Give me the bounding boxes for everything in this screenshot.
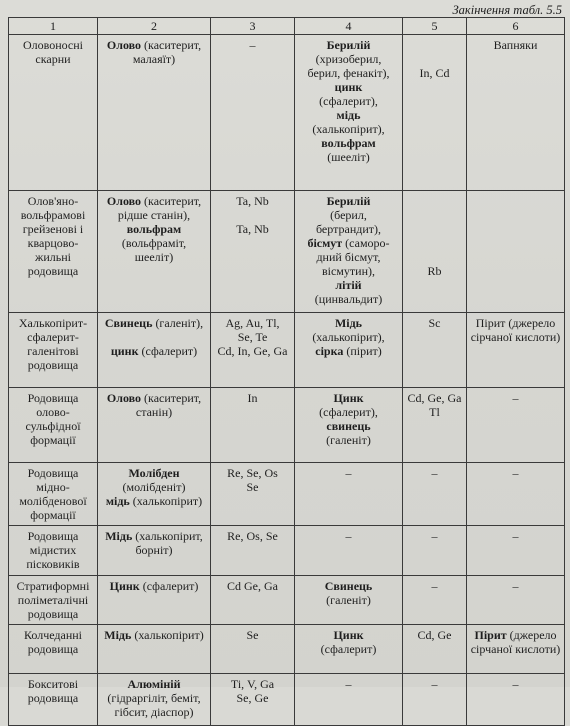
cell-line: сірчаної кислоти) — [470, 330, 561, 344]
cell-line — [298, 405, 399, 419]
cell-col-1 — [9, 576, 98, 625]
header-col-2: 2 — [98, 18, 211, 35]
cell-line: формації — [30, 508, 76, 522]
cell-line — [298, 94, 399, 108]
cell-col-4 — [295, 191, 403, 313]
cell-line — [101, 405, 207, 419]
cell-col-2 — [98, 313, 211, 388]
cell-line — [101, 494, 207, 508]
cell-col-2 — [98, 625, 211, 674]
cell-col-2 — [98, 35, 211, 191]
cell-line: – — [431, 579, 438, 593]
mineral-text: вісмутин), — [321, 264, 375, 278]
cell-line — [101, 691, 207, 705]
cell-col-5 — [403, 674, 467, 726]
cell-line: Cd, Ge, Ga — [407, 391, 462, 405]
cell-col-5 — [403, 313, 467, 388]
cell-line: кварцово- — [27, 236, 79, 250]
table-caption: Закінчення табл. 5.5 — [452, 3, 562, 17]
cell-col-1 — [9, 191, 98, 313]
cell-col-5 — [403, 388, 467, 463]
mineral-text: рідше станін), — [117, 208, 191, 222]
cell-line: поліметалічні — [17, 593, 89, 607]
cell-line — [101, 222, 207, 236]
cell-line — [298, 236, 399, 250]
cell-line: Se — [246, 628, 259, 642]
cell-col-5 — [403, 191, 467, 313]
cell-col-1 — [9, 625, 98, 674]
mineral-text: – — [345, 677, 352, 691]
cell-col-2 — [98, 191, 211, 313]
cell-line: Колчеданні — [23, 628, 83, 642]
element-name: вольфрам — [126, 222, 182, 236]
mineral-text: (шееліт) — [327, 150, 370, 164]
cell-line: Cd Ge, Ga — [227, 579, 278, 593]
cell-col-4 — [295, 35, 403, 191]
element-name: цинк — [334, 80, 363, 94]
cell-col-3 — [211, 191, 295, 313]
cell-line: Бокситові — [27, 677, 79, 691]
cell-line: Родовища — [27, 466, 79, 480]
cell-line: родовища — [27, 607, 79, 621]
mineral-text: (каситерит, — [141, 391, 202, 405]
cell-col-2 — [98, 576, 211, 625]
cell-line — [101, 38, 207, 52]
cell-line: Пірит (джерело — [474, 628, 557, 642]
cell-line: Tl — [429, 405, 440, 419]
cell-line: Se — [246, 480, 259, 494]
table-row — [9, 576, 565, 625]
element-name: Берилій — [326, 194, 371, 208]
cell-line: – — [431, 466, 438, 480]
table-row — [9, 463, 565, 526]
cell-line: родовища — [27, 358, 79, 372]
cell-col-2 — [98, 674, 211, 726]
cell-col-6 — [467, 35, 565, 191]
cell-line: Se, Te — [237, 330, 268, 344]
mineral-text: (сфалерит), — [319, 405, 378, 419]
cell-col-2 — [98, 388, 211, 463]
cell-line — [101, 705, 207, 719]
cell-line — [298, 316, 399, 344]
cell-col-5 — [403, 576, 467, 625]
cell-col-2 — [98, 463, 211, 526]
mineral-text: (пірит) — [343, 344, 382, 358]
cell-line — [101, 316, 207, 330]
cell-line: Халькопірит- — [18, 316, 88, 330]
mineral-text: дний бісмут, — [316, 250, 381, 264]
element-name: свинець — [326, 419, 371, 433]
element-name: Цинк — [109, 579, 140, 593]
cell-line — [214, 208, 291, 222]
cell-line: Se, Ge — [236, 691, 269, 705]
table-row — [9, 388, 565, 463]
cell-line: Оловоносні — [22, 38, 84, 52]
element-name: Олово — [106, 38, 142, 52]
cell-line: вольфрамові — [20, 208, 86, 222]
mineral-text: (каситерит, — [141, 194, 202, 208]
cell-line: Ta, Nb — [236, 222, 269, 236]
cell-line — [298, 292, 399, 306]
cell-line — [406, 194, 463, 208]
element-name: бісмут — [307, 236, 343, 250]
cell-line: Rb — [427, 264, 442, 278]
mineral-text: (халькопірит, — [132, 529, 203, 543]
cell-col-5 — [403, 625, 467, 674]
cell-line: Родовища — [27, 529, 79, 543]
cell-col-3 — [211, 674, 295, 726]
cell-line — [101, 543, 207, 557]
mineral-text: (халькопірит), — [312, 330, 385, 344]
cell-line — [101, 344, 207, 358]
cell-col-4 — [295, 463, 403, 526]
element-name: вольфрам — [321, 136, 376, 150]
element-name: мідь — [105, 494, 130, 508]
element-name: Пірит — [474, 628, 507, 642]
mineral-text: (галеніт) — [326, 593, 371, 607]
cell-line: Ta, Nb — [236, 194, 269, 208]
mineral-text: (сфалерит) — [139, 579, 199, 593]
table-row — [9, 526, 565, 576]
cell-col-6 — [467, 463, 565, 526]
cell-col-1 — [9, 526, 98, 576]
cell-line: Ti, V, Ga — [230, 677, 275, 691]
table-row — [9, 313, 565, 388]
cell-line — [298, 642, 399, 656]
cell-col-3 — [211, 313, 295, 388]
cell-line: сульфідної — [25, 419, 81, 433]
cell-line — [101, 480, 207, 494]
cell-line: – — [431, 529, 438, 543]
cell-col-3 — [211, 625, 295, 674]
cell-line — [101, 391, 207, 405]
mineral-text: (цинвальдит) — [314, 292, 383, 306]
cell-line — [298, 529, 399, 543]
element-name: Свинець — [104, 316, 153, 330]
cell-line — [298, 419, 399, 433]
cell-line: Пірит (джерело — [475, 316, 556, 330]
cell-line — [298, 628, 399, 642]
table-body — [9, 35, 565, 726]
cell-line: – — [249, 38, 256, 52]
header-col-5: 5 — [403, 18, 467, 35]
cell-line: Re, Os, Se — [227, 529, 278, 543]
cell-line: скарни — [35, 52, 71, 66]
mineral-text: (галеніт) — [326, 433, 371, 447]
cell-line — [298, 80, 399, 94]
cell-line — [101, 628, 207, 642]
cell-line: грейзенові і — [22, 222, 84, 236]
cell-line — [101, 677, 207, 691]
cell-line — [298, 194, 399, 208]
cell-line — [298, 466, 399, 480]
cell-line — [101, 579, 207, 593]
cell-col-1 — [9, 674, 98, 726]
ore-deposits-table — [8, 17, 565, 726]
element-name: мідь — [336, 108, 361, 122]
cell-line: Re, Se, Os — [227, 466, 278, 480]
cell-line — [406, 222, 463, 236]
element-name: Олово — [106, 391, 142, 405]
cell-line: галенітові — [27, 344, 79, 358]
table-row — [9, 191, 565, 313]
cell-col-3 — [211, 463, 295, 526]
cell-line — [298, 593, 399, 607]
cell-line — [298, 52, 399, 66]
cell-line: родовища — [27, 691, 79, 705]
cell-line: – — [512, 529, 519, 543]
mineral-text: берил, фенакіт), — [307, 66, 390, 80]
cell-line — [298, 122, 399, 136]
cell-line — [298, 677, 399, 691]
cell-line — [298, 208, 399, 222]
cell-col-6 — [467, 191, 565, 313]
mineral-text: станін) — [135, 405, 173, 419]
cell-line: In, Cd — [419, 66, 450, 80]
mineral-text: (молібденіт) — [122, 480, 186, 494]
cell-col-4 — [295, 388, 403, 463]
cell-line — [298, 391, 399, 405]
cell-col-4 — [295, 625, 403, 674]
cell-line: мідно- — [36, 480, 70, 494]
cell-line: – — [431, 677, 438, 691]
cell-line — [101, 466, 207, 480]
mineral-text: (хризоберил, — [315, 52, 382, 66]
mineral-text: – — [345, 466, 352, 480]
cell-line — [101, 330, 207, 344]
cell-col-1 — [9, 388, 98, 463]
cell-line: Ag, Au, Tl, — [225, 316, 280, 330]
cell-col-2 — [98, 526, 211, 576]
element-name: Цинк — [333, 628, 364, 642]
cell-col-5 — [403, 463, 467, 526]
element-name: Олово — [106, 194, 142, 208]
cell-line — [298, 278, 399, 292]
cell-line — [101, 208, 207, 222]
cell-line — [298, 136, 399, 150]
table-row — [9, 625, 565, 674]
mineral-text: (сфалерит) — [320, 642, 377, 656]
cell-line — [298, 579, 399, 593]
cell-col-3 — [211, 388, 295, 463]
cell-line: родовища — [27, 264, 79, 278]
element-name: Цинк — [333, 391, 364, 405]
mineral-text: (саморо- — [342, 236, 390, 250]
cell-line: олово- — [36, 405, 70, 419]
cell-line — [298, 264, 399, 278]
cell-col-5 — [403, 526, 467, 576]
cell-line — [298, 38, 399, 52]
cell-line: – — [512, 579, 519, 593]
cell-line: – — [512, 677, 519, 691]
mineral-text: бертрандит), — [315, 222, 382, 236]
header-col-1: 1 — [9, 18, 98, 35]
cell-col-4 — [295, 576, 403, 625]
cell-line — [101, 236, 207, 250]
cell-col-6 — [467, 625, 565, 674]
cell-line: сірчаної кислоти) — [470, 642, 561, 656]
mineral-text: малаяїт) — [132, 52, 176, 66]
header-col-3: 3 — [211, 18, 295, 35]
header-row — [9, 18, 565, 35]
cell-line: Cd, In, Ge, Ga — [217, 344, 288, 358]
mineral-text: (халькопірит) — [129, 494, 203, 508]
element-name: Мідь — [105, 529, 133, 543]
element-name: Алюміній — [127, 677, 181, 691]
header-col-6: 6 — [467, 18, 565, 35]
cell-col-6 — [467, 576, 565, 625]
mineral-text: (халькопірит) — [131, 628, 204, 642]
cell-line — [298, 222, 399, 236]
cell-line — [298, 108, 399, 122]
cell-line: родовища — [27, 642, 79, 656]
cell-line: формації — [30, 433, 76, 447]
element-name: літій — [335, 278, 362, 292]
mineral-text: борніт) — [135, 543, 173, 557]
cell-line — [298, 250, 399, 264]
cell-line: Вапняки — [493, 38, 538, 52]
mineral-text: (сфалерит) — [138, 344, 198, 358]
mineral-text: шееліт) — [134, 250, 174, 264]
cell-line — [298, 66, 399, 80]
element-name: Молібден — [128, 466, 180, 480]
cell-col-6 — [467, 313, 565, 388]
element-name: Берилій — [326, 38, 371, 52]
header-col-4: 4 — [295, 18, 403, 35]
mineral-text: – — [345, 529, 352, 543]
cell-line: молібденової — [19, 494, 87, 508]
cell-col-4 — [295, 674, 403, 726]
mineral-text: (галеніт), — [152, 316, 204, 330]
cell-line: сфалерит- — [27, 330, 79, 344]
cell-line — [101, 250, 207, 264]
cell-col-4 — [295, 313, 403, 388]
cell-col-5 — [403, 35, 467, 191]
table-row — [9, 674, 565, 726]
mineral-text: (гідраргіліт, беміт, — [107, 691, 201, 705]
cell-line: пісковиків — [26, 557, 80, 571]
cell-col-6 — [467, 388, 565, 463]
table-row — [9, 35, 565, 191]
cell-col-6 — [467, 526, 565, 576]
cell-line — [101, 52, 207, 66]
element-name: цинк — [110, 344, 139, 358]
element-name: Свинець — [324, 579, 373, 593]
mineral-text: гібсит, діаспор) — [114, 705, 194, 719]
cell-col-6 — [467, 674, 565, 726]
cell-line — [470, 194, 561, 208]
cell-line: – — [512, 466, 519, 480]
cell-line: жильні — [35, 250, 71, 264]
mineral-text: (каситерит, — [141, 38, 202, 52]
cell-line: – — [512, 391, 519, 405]
cell-col-3 — [211, 576, 295, 625]
cell-line — [101, 529, 207, 543]
cell-line — [406, 236, 463, 250]
element-name: Мідь — [104, 628, 132, 642]
cell-col-3 — [211, 526, 295, 576]
cell-line: Sc — [428, 316, 441, 330]
cell-line — [298, 150, 399, 164]
cell-line — [298, 344, 399, 358]
cell-line: Стратиформні — [16, 579, 90, 593]
cell-line: Родовища — [27, 391, 79, 405]
cell-line — [406, 52, 463, 66]
cell-col-1 — [9, 313, 98, 388]
mineral-text: (вольфраміт, — [121, 236, 187, 250]
cell-line — [406, 38, 463, 52]
cell-line: мідистих — [29, 543, 77, 557]
cell-line — [406, 208, 463, 222]
cell-col-1 — [9, 35, 98, 191]
cell-col-3 — [211, 35, 295, 191]
cell-line: Олов'яно- — [27, 194, 79, 208]
cell-line — [298, 433, 399, 447]
cell-col-1 — [9, 463, 98, 526]
cell-col-4 — [295, 526, 403, 576]
mineral-text: (берил, — [330, 208, 367, 222]
cell-line — [406, 250, 463, 264]
mineral-text: (халькопірит), — [312, 122, 385, 136]
element-name: Мідь — [334, 316, 363, 330]
element-name: сірка — [315, 344, 344, 358]
cell-line — [101, 194, 207, 208]
cell-line: In — [247, 391, 258, 405]
mineral-text: (сфалерит), — [319, 94, 378, 108]
cell-line: Cd, Ge — [417, 628, 452, 642]
